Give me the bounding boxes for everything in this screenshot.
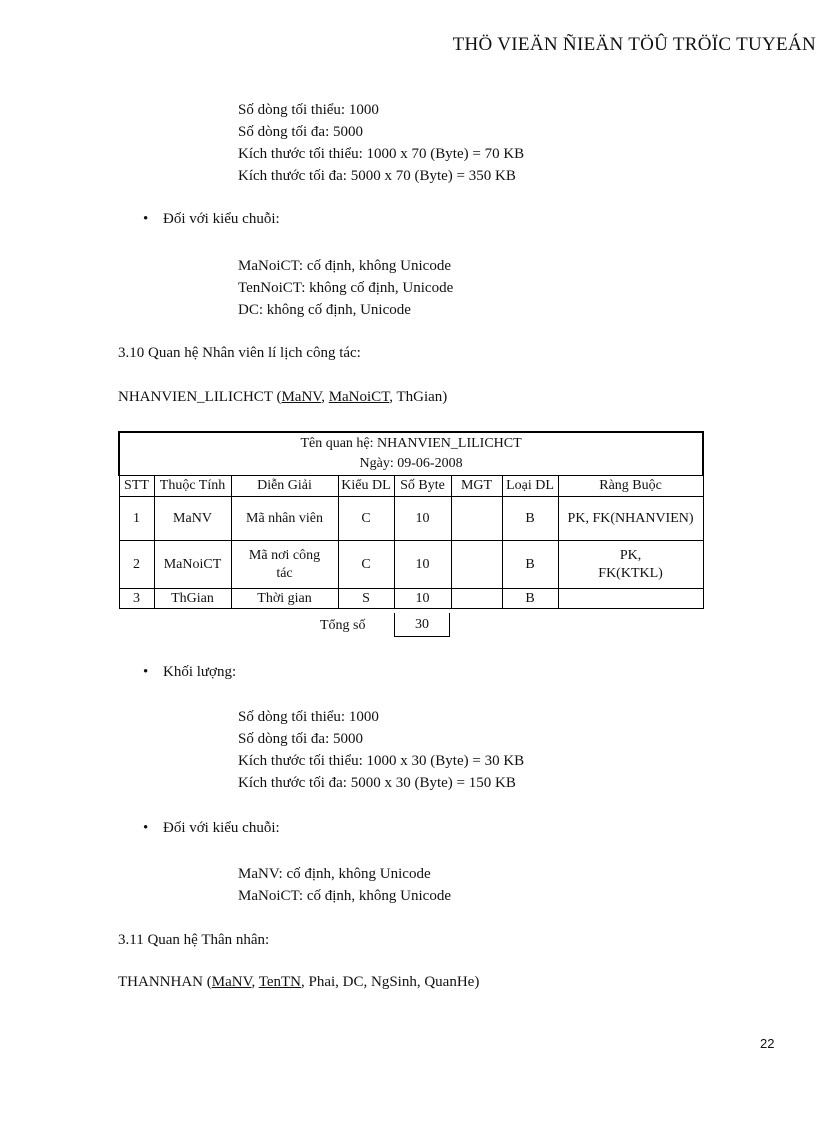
column-header: Kiểu DL bbox=[338, 476, 394, 497]
column-header: Thuộc Tính bbox=[154, 476, 231, 497]
table-row: 3 ThGian Thời gian S 10 B bbox=[119, 589, 703, 609]
primary-key: MaNV bbox=[281, 389, 322, 405]
bullet-item bbox=[143, 664, 236, 681]
string-types-block-1 bbox=[238, 255, 453, 321]
relation-schema-3-11: THANNHAN (MaNV, TenTN, Phai, DC, NgSinh, QuanHe) bbox=[118, 974, 480, 990]
bullet-icon: • bbox=[143, 820, 149, 836]
text-line: Số dòng tối thiểu: 1000 bbox=[238, 102, 379, 118]
text-line: Kích thước tối đa: 5000 x 70 (Byte) = 350 KB bbox=[238, 168, 516, 184]
text-line: Số dòng tối đa: 5000 bbox=[238, 124, 364, 140]
bullet-icon: • bbox=[143, 664, 149, 680]
string-types-block-2 bbox=[238, 863, 451, 907]
table-header-row bbox=[119, 476, 703, 497]
table-row: 1 MaNV Mã nhân viên C 10 B PK, FK(NHANVIEN) bbox=[119, 497, 703, 541]
column-header: MGT bbox=[451, 476, 502, 497]
text-line: Kích thước tối thiểu: 1000 x 70 (Byte) = 70 KB bbox=[238, 146, 525, 162]
text-line: MaNoiCT: cố định, không Unicode bbox=[238, 888, 451, 904]
page-number: 22 bbox=[760, 1036, 775, 1051]
column-header: Ràng Buộc bbox=[558, 476, 703, 497]
relation-schema-3-10: NHANVIEN_LILICHCT (MaNV, MaNoiCT, ThGian) bbox=[118, 389, 448, 405]
text-line: Số dòng tối thiểu: 1000 bbox=[238, 709, 379, 725]
column-header: Diễn Giải bbox=[231, 476, 338, 497]
primary-key: MaNoiCT bbox=[328, 389, 390, 405]
total-value: 30 bbox=[394, 613, 450, 637]
size-block-2 bbox=[238, 706, 524, 794]
text-line: MaNoiCT: cố định, không Unicode bbox=[238, 258, 451, 274]
size-block-1 bbox=[238, 99, 524, 187]
column-header: STT bbox=[119, 476, 154, 497]
bullet-icon: • bbox=[143, 211, 149, 227]
column-header: Số Byte bbox=[394, 476, 451, 497]
text-line: TenNoiCT: không cố định, Unicode bbox=[238, 280, 454, 296]
bullet-label: Đối với kiểu chuỗi: bbox=[163, 820, 280, 836]
section-heading-3-11: 3.11 Quan hệ Thân nhân: bbox=[118, 932, 270, 948]
section-heading-3-10: 3.10 Quan hệ Nhân viên lí lịch công tác: bbox=[118, 345, 361, 361]
table-row: 2 MaNoiCT Mã nơi công tác C 10 B PK, FK(KTKL) bbox=[119, 541, 703, 589]
text-line: MaNV: cố định, không Unicode bbox=[238, 866, 431, 882]
running-header: THÖ VIEÄN ÑIEÄN TÖÛ TRÖÏC TUYEÁN bbox=[452, 34, 816, 55]
bullet-label: Đối với kiểu chuỗi: bbox=[163, 211, 280, 227]
bullet-item bbox=[143, 820, 280, 837]
table-title: Tên quan hệ: NHANVIEN_LILICHCT Ngày: 09-06-2008 bbox=[119, 432, 703, 476]
text-line: Số dòng tối đa: 5000 bbox=[238, 731, 364, 747]
bullet-label: Khối lượng: bbox=[163, 664, 237, 680]
primary-key: TenTN bbox=[258, 974, 301, 990]
bullet-item bbox=[143, 211, 280, 228]
total-label: Tổng số bbox=[320, 618, 366, 633]
text-line: DC: không cố định, Unicode bbox=[238, 302, 411, 318]
relation-table bbox=[118, 431, 704, 609]
text-line: Kích thước tối thiểu: 1000 x 30 (Byte) = 30 KB bbox=[238, 753, 525, 769]
primary-key: MaNV bbox=[211, 974, 252, 990]
text-line: Kích thước tối đa: 5000 x 30 (Byte) = 150 KB bbox=[238, 775, 516, 791]
column-header: Loại DL bbox=[502, 476, 558, 497]
